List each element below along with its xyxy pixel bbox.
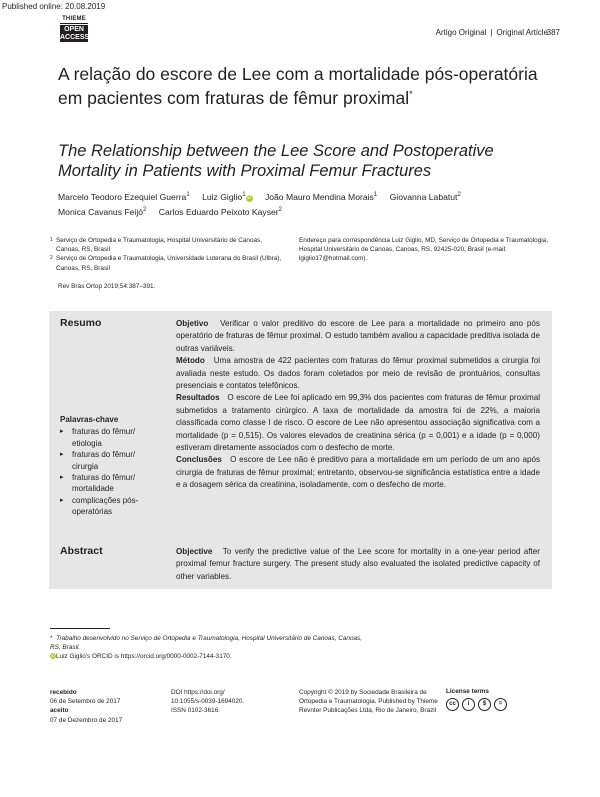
abstract-section-heading: Objective bbox=[176, 547, 213, 556]
orcid-link[interactable]: Luiz Giglio's ORCID is https://orcid.org/0000-0002-7144-3170. bbox=[56, 653, 232, 660]
keywords-heading: Palavras-chave bbox=[60, 415, 119, 424]
header-separator: | bbox=[490, 28, 493, 37]
affiliation-text: Serviço de Ortopedia e Traumatologia, Hospital Universitário de Canoas, Canoas, RS, Brasil bbox=[56, 237, 263, 254]
author-name: Carlos Eduardo Peixoto Kayser bbox=[158, 206, 279, 217]
received-label: recebido bbox=[50, 689, 77, 696]
affiliation bbox=[50, 236, 285, 254]
affiliation-number: 2 bbox=[50, 255, 53, 262]
correspondence-address: Endereço para correspondência Luiz Giglio, MD, Serviço de Ortopedia e Traumatologia, Hospital Universitário de Canoas, Canoas, RS, 92425-020, Brasil (e-mail: lgiglio17@hotmail.com). bbox=[299, 237, 549, 263]
abstract-section-text: To verify the predictive value of the Lee score for mortality in a one-year period after proximal femur fracture surgery. The present study also evaluated the isolated predictive capacity of other variables. bbox=[176, 547, 540, 581]
thieme-open-access-logo[interactable] bbox=[60, 16, 88, 42]
affiliation-number: 1 bbox=[50, 237, 53, 243]
resumo-body bbox=[176, 318, 540, 492]
issn: ISSN 0102-3616. bbox=[171, 707, 221, 715]
logo-line-access: ACCESS bbox=[60, 33, 90, 41]
orcid-icon[interactable]: iD bbox=[246, 194, 252, 201]
logo-publisher: THIEME bbox=[60, 16, 88, 24]
affiliations bbox=[50, 236, 285, 273]
keywords bbox=[60, 414, 160, 518]
footnote-orcid bbox=[50, 652, 370, 661]
author-affil: 1 bbox=[186, 192, 190, 198]
license-label: License terms bbox=[446, 688, 489, 695]
author-name: Monica Cavanus Feijó bbox=[58, 206, 144, 217]
footnote-work bbox=[50, 634, 370, 652]
cc-nc-icon: $ bbox=[478, 698, 491, 711]
author bbox=[58, 207, 146, 217]
cc-icon: cc bbox=[446, 698, 459, 711]
footnote-work-text: Trabalho desenvolvido no Serviço de Ortopedia e Traumatologia, Hospital Universitário de Canoas, Canoas, RS, Brasil. bbox=[50, 635, 363, 651]
orcid-icon: iD bbox=[51, 653, 55, 658]
resumo-section-heading: Método bbox=[176, 356, 205, 366]
author-affil: 1 bbox=[242, 192, 246, 198]
abstract-heading: Abstract bbox=[60, 545, 103, 557]
article-type-pt: Artigo Original bbox=[435, 28, 487, 37]
accepted-date: 07 de Dezembro de 2017 bbox=[50, 716, 123, 724]
author bbox=[202, 192, 252, 202]
resumo-section-heading: Resultados bbox=[176, 393, 220, 403]
article-dates bbox=[50, 688, 160, 725]
resumo-section-heading: Objetivo bbox=[176, 319, 209, 328]
author-list bbox=[58, 189, 558, 219]
title-pt-text: A relação do escore de Lee com a mortalidade pós-operatória em pacientes com fraturas de fêmur proximal bbox=[58, 64, 538, 108]
resumo-section-text: O escore de Lee foi aplicado em 99,3% dos pacientes com fraturas de fêmur proximal submetidos a tratamento cirúrgico. A taxa de mortalidade da amostra foi de 22%, a maioria classificada como classe I de risco. O escore de Lee não apresentou associação significativa com a mortalidade (p = 0,515). Os valores elevados de creatinina sérica (p = 0,001) e a idade (p = 0,000) estiveram diretamente associados com o desfecho de morte. bbox=[176, 393, 541, 453]
author-name: Giovanna Labatut bbox=[389, 191, 458, 202]
article-type-en: Original Article bbox=[496, 28, 548, 37]
keyword-list bbox=[60, 426, 160, 517]
keyword-item: ▸ fraturas do fêmur/ mortalidade bbox=[60, 472, 160, 495]
author-affil: 2 bbox=[278, 206, 283, 213]
running-header bbox=[436, 28, 548, 37]
resumo-section-text: Verificar o valor preditivo do escore de Lee para a mortalidade no primeiro ano pós operatório de fraturas de fêmur proximal. O estudo também avaliou a capacidade preditiva isolada de outras variáveis. bbox=[176, 319, 540, 353]
footnotes bbox=[50, 634, 370, 661]
resumo-section-heading: Conclusões bbox=[176, 455, 222, 465]
resumo-section-text: Uma amostra de 422 pacientes com fraturas do fêmur proximal submetidos a cirurgia foi avaliada neste estudo. Os dados foram coletados por meio de revisão de prontuários, consultas presenciais e contatos telefônicos. bbox=[176, 356, 540, 391]
keyword-item: ▸ fraturas do fêmur/ etiologia bbox=[60, 426, 160, 449]
affiliation bbox=[50, 254, 285, 272]
published-online: Published online: 20.08.2019 bbox=[2, 2, 106, 11]
logo-open-access bbox=[60, 25, 88, 42]
author-name: João Mauro Mendina Morais bbox=[264, 191, 374, 202]
title-portuguese bbox=[58, 64, 538, 108]
author-affil: 1 bbox=[373, 192, 378, 198]
accepted-label: aceito bbox=[50, 707, 69, 715]
author-name: Luiz Giglio bbox=[202, 191, 243, 202]
doi-block bbox=[171, 688, 291, 716]
keyword-item: ▸ complicações pós-operatórias bbox=[60, 495, 160, 518]
author bbox=[58, 192, 190, 202]
copyright: Copyright © 2019 by Sociedade Brasileira de Ortopedia e Traumatologia. Published by Thieme Revnter Publicações Ltda, Rio de Janeiro, Brazil bbox=[299, 689, 438, 715]
affiliation-text: Serviço de Ortopedia e Traumatologia, Universidade Luterana do Brasil (Ulbra), Canoas, RS, Brasil bbox=[56, 255, 282, 272]
title-footnote-mark[interactable]: * bbox=[409, 89, 413, 99]
footnote-mark: * bbox=[50, 635, 53, 642]
resumo-heading: Resumo bbox=[60, 317, 102, 329]
cc-by-icon: i bbox=[462, 698, 475, 711]
author bbox=[159, 207, 282, 217]
doi-link[interactable]: DOI https://doi.org/ bbox=[171, 689, 225, 696]
license-block bbox=[446, 688, 546, 711]
page-number: 387 bbox=[546, 28, 560, 37]
logo-line-open: OPEN bbox=[64, 26, 84, 33]
doi-value: 10.1055/s-0039-1694020. bbox=[171, 698, 245, 706]
abstract-body bbox=[176, 546, 540, 583]
author bbox=[265, 192, 377, 202]
author-name: Marcelo Teodoro Ezequiel Guerra bbox=[58, 191, 187, 202]
received-date: 06 de Setembro de 2017 bbox=[50, 698, 121, 706]
author bbox=[390, 192, 461, 202]
footnote-divider bbox=[50, 628, 110, 629]
cc-nd-icon: = bbox=[494, 698, 507, 711]
citation: Rev Bras Ortop 2019;54:387–391. bbox=[58, 283, 156, 290]
author-affil: 2 bbox=[457, 192, 461, 198]
title-english: The Relationship between the Lee Score and Postoperative Mortality in Patients with Proximal Femur Fractures bbox=[58, 142, 494, 180]
resumo-section-text: O escore de Lee não é preditivo para a mortalidade em um período de um ano após cirurgia de fraturas de fêmur proximal; entretanto, observou-se significância estatística entre a idade e a dosagem sérica da creatinina, isoladamente, com o desfecho de morte. bbox=[176, 455, 541, 490]
license-icons[interactable] bbox=[446, 698, 546, 711]
keyword-item: ▸ fraturas do fêmur/ cirurgia bbox=[60, 449, 160, 472]
author-affil: 2 bbox=[143, 206, 147, 213]
